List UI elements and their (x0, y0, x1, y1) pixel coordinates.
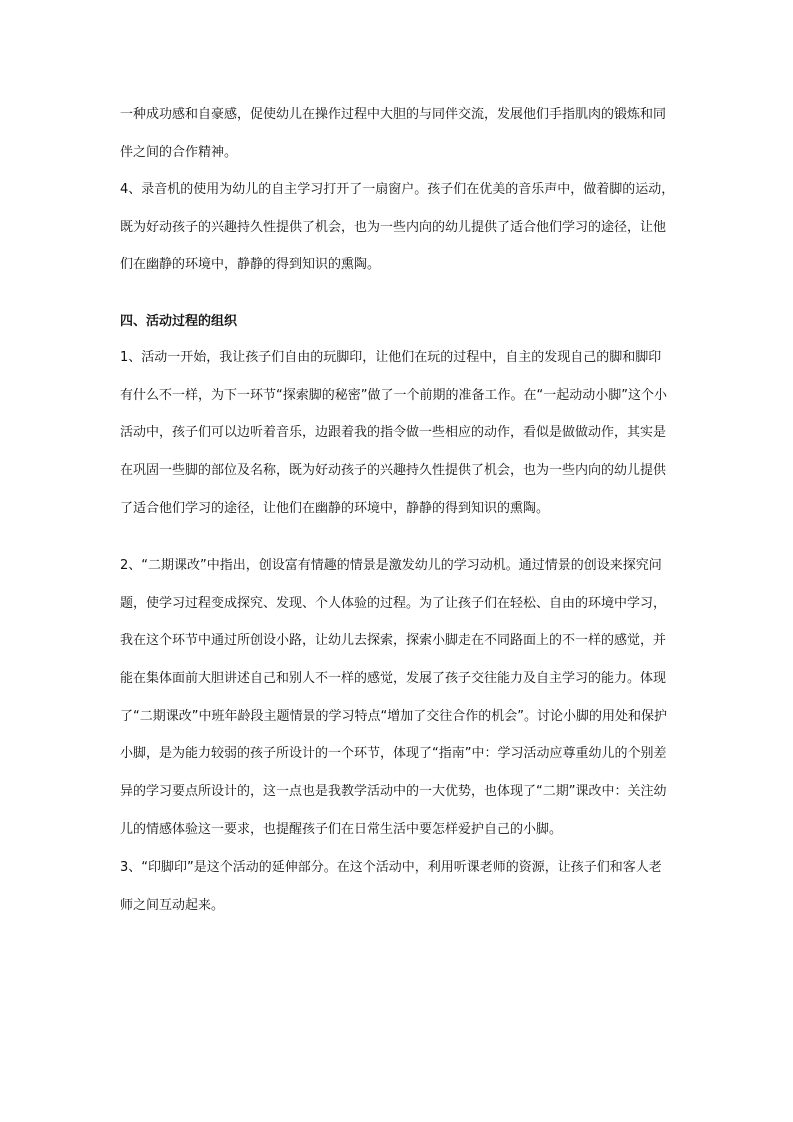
paragraph-activity-start (120, 339, 676, 527)
paragraph-curriculum-reform (120, 547, 676, 849)
text-line: 儿的情感体验这一要求，也提醒孩子们在日常生活中要怎样爱护自己的小脚。 (120, 821, 563, 837)
text-line: 异的学习要点所设计的，这一点也是我教学活动中的一大优势，也体现了“二期”课改中：关注幼 (120, 784, 667, 800)
text-line: 了适合他们学习的途径，让他们在幽静的环境中，静静的得到知识的熏陶。 (120, 500, 550, 516)
text-line: 2、“二期课改”中指出，创设富有情趣的情景是激发幼儿的学习动机。通过情景的创设来探究问 (120, 558, 662, 573)
text-line: 小脚，是为能力较弱的孩子所设计的一个环节，体现了“指南”中：学习活动应尊重幼儿的个别差 (120, 746, 667, 762)
text-line: 题，使学习过程变成探究、发现、个人体验的过程。为了让孩子们在轻松、自由的环境中学习， (120, 595, 667, 611)
text-line: 一种成功感和自豪感，促使幼儿在操作过程中大胆的与同伴交流，发展他们手指肌肉的锻炼和同 (120, 107, 667, 122)
paragraph-recorder (120, 171, 676, 284)
text-line: 在巩固一些脚的部位及名称，既为好动孩子的兴趣持久性提供了机会，也为一些内向的幼儿提供 (120, 463, 667, 479)
text-line: 师之间互动起来。 (120, 897, 225, 913)
text-line: 伴之间的合作精神。 (120, 144, 238, 160)
text-line: 了“二期课改”中班年龄段主题情景的学习特点“增加了交往合作的机会”。讨论小脚的用处和保护 (120, 708, 667, 724)
paragraph-footprint-extension (120, 849, 676, 924)
text-line: 们在幽静的环境中，静静的得到知识的熏陶。 (120, 257, 381, 273)
text-line: 有什么不一样，为下一环节“探索脚的秘密”做了一个前期的准备工作。在“一起动动小脚”这个小 (120, 387, 667, 403)
text-line: 4、录音机的使用为幼儿的自主学习打开了一扇窗户。孩子们在优美的音乐声中，做着脚的运动， (120, 182, 675, 197)
text-line: 1、活动一开始，我让孩子们自由的玩脚印，让他们在玩的过程中，自主的发现自己的脚和脚印 (120, 350, 662, 365)
paragraph-continuation (120, 96, 676, 171)
section-heading: 四、活动过程的组织 (120, 314, 238, 329)
text-line: 我在这个环节中通过所创设小路，让幼儿去探索，探索小脚走在不同路面上的不一样的感觉，并 (120, 633, 667, 649)
text-line: 能在集体面前大胆讲述自己和别人不一样的感觉，发展了孩子交往能力及自主学习的能力。体现 (120, 671, 667, 687)
text-line: 活动中，孩子们可以边听着音乐，边跟着我的指令做一些相应的动作，看似是做做动作，其实是 (120, 425, 667, 441)
text-line: 既为好动孩子的兴趣持久性提供了机会，也为一些内向的幼儿提供了适合他们学习的途径，让他 (120, 219, 667, 235)
text-line: 3、“印脚印”是这个活动的延伸部分。在这个活动中，利用听课老师的资源，让孩子们和客人老 (120, 860, 662, 875)
